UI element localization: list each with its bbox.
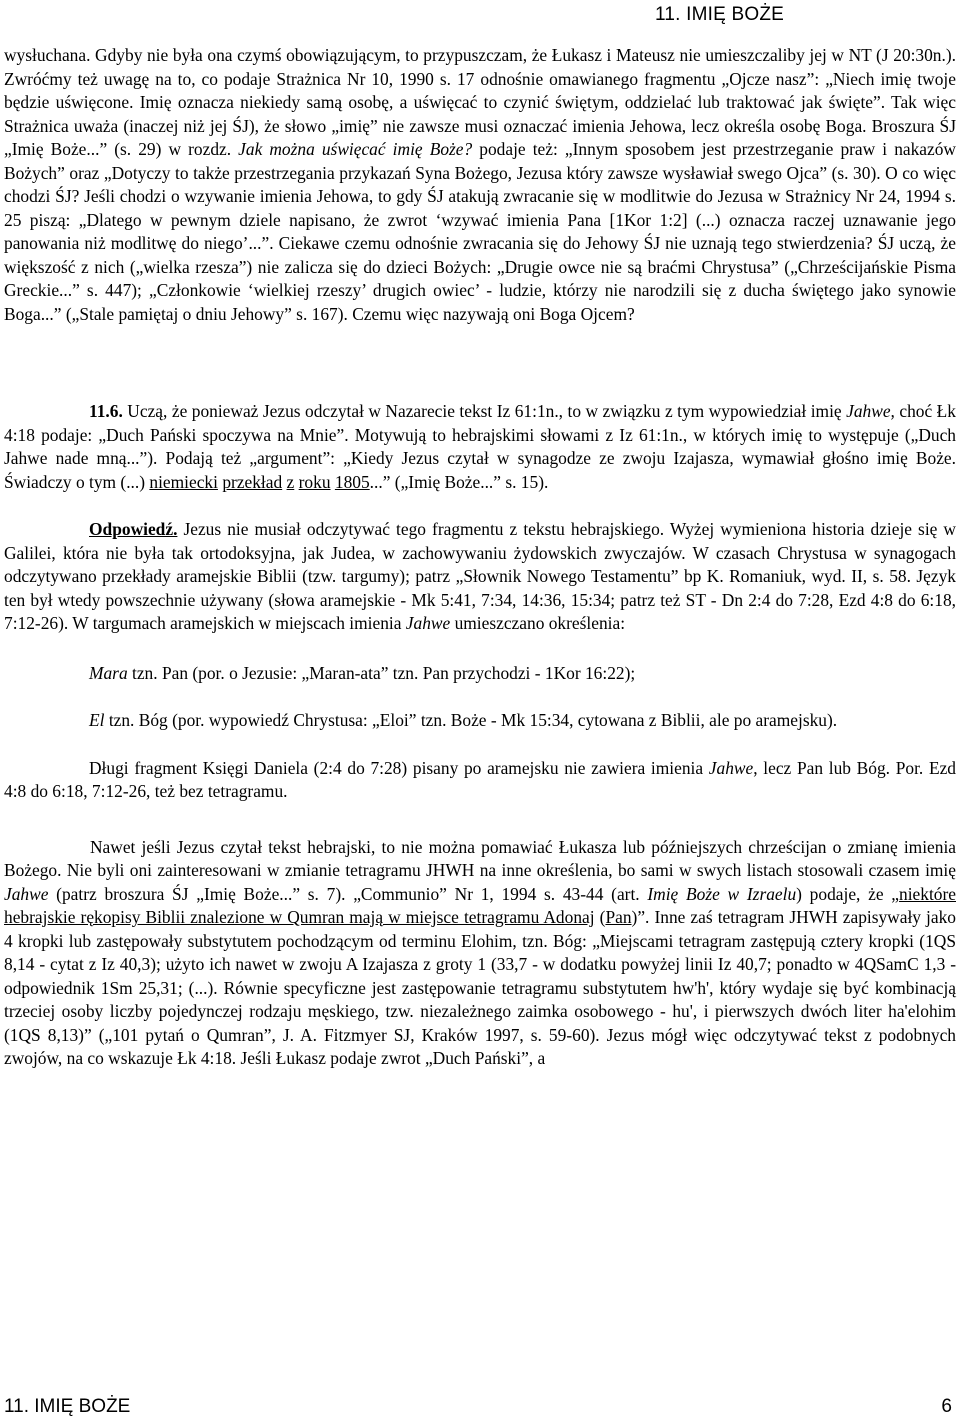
text-run: ( [594,907,606,927]
text-run: podaje też: „Innym sposobem jest przestrzeganie praw i nakazów Bożych” oraz „Dotyczy to także przestrzegania przykazań Syna Bożego, Jezusa który zawsze wysławiał swego Ojca” (s. 30). O co więc chodzi ŚJ? Jeśli chodzi o wzywanie imienia Jehowa, to gdy ŚJ atakują zwracanie się w modlitwie do Jezusa w Strażnicy Nr 24, 1994 s. 25 piszą: „Dlatego w pewnym dziele napisano, że zwrot ‘wzywać imienia Pana [1Kor 1:2] (...) oznacza raczej uznawanie jego panowania niż modlitwę do niego’...”. Ciekawe czemu odnośnie zwracania się do Jehowy ŚJ nie uznają tego stwierdzenia? ŚJ uczą, że większość z nich („wielka rzesza”) nie zalicza się do dzieci Bożych: „Drugie owce nie są braćmi Chrystusa” („Chrześcijańskie Pisma Greckie...” s. 447); „Członkowie ‘wielkiej rzeszy’ drugich owiec’ - ludzie, którzy nie narodzili się z ducha świętego jako synowie Boga...” („Stale pamiętaj o dniu Jehowy” s. 167). Czemu więc nazywają oni Boga Ojcem? [4,139,956,324]
underlined-word: z [286,471,295,492]
page-number: 6 [941,1396,952,1417]
spacer [4,733,956,757]
el-paragraph [4,709,956,733]
spacer [4,494,956,518]
daniel-paragraph [4,757,956,804]
section-number: 11.6. [89,401,123,421]
spacer [4,636,956,662]
running-header: 11. IMIĘ BOŻE [655,4,784,25]
italic-title: Imię Boże w Izraelu [647,883,797,904]
text-run: ) podaje, że „ [796,883,900,904]
text-run: Jezus nie musiał odczytywać tego fragmentu z tekstu hebrajskiego. Wyżej wymieniona historia dzieje się w Galilei, która nie była tak ortodoksyjna, jak Judea, w zachowywaniu żydowskich zwyczajów. W czasach Chrystusa w synagogach odczytywano przekłady aramejskie Biblii (tzw. targumy); patrz „Słownik Nowego Testamentu” bp K. Romaniuk, wyd. II, s. 58. Język ten był wtedy powszechnie używany (słowa aramejskie - Mk 5:41, 7:34, 14:36, 15:34; patrz też ST - Dn 2:4 do 7:28, Ezd 4:8 do 6:18, 7:12-26). W targumach aramejskich w miejscach imienia [4,519,956,633]
text-run: wysłuchana. Gdyby nie była ona czymś obowiązującym, to przypuszczam, że Łukasz i Mateusz nie umieszczaliby jej w NT (J 20:30n.). Zwróćmy też uwagę na to, co podaje Strażnica Nr 10, 1990 s. 17 odnośnie omawianego fragmentu „Ojcze nasz”: „Niech imię twoje będzie uświęcone. Imię oznacza niekiedy samą osobę, a uświęcać to czynić świętym, oddzielać lub traktować jak święte”. Tak więc Strażnica uważa (inaczej niż jej ŚJ), że słowo „imię” nie zawsze musi oznaczać imienia Jehowa, lecz określa osobę Boga. Broszura ŚJ „Imię Boże...” (s. 29) w rozdz. [4,45,956,159]
text-run: Długi fragment Księgi Daniela (2:4 do 7:28) pisany po aramejsku nie zawiera imienia [89,757,709,778]
mara-paragraph [4,662,956,686]
paragraph-continuation [4,44,956,326]
italic-term: Jahwe, [846,401,895,421]
underlined-word: przekład [222,471,283,492]
text-run: choć Łk 4:18 podaje: „Duch Pański spoczywa na Mnie”. Motywują to hebrajskimi słowami z Iz 61:1n., w których imię to występuje („Duch Jahwe nade mną...”). Podają też „argument”: „Kiedy Jezus czytał w synagodze ze zwoju Izajasza, wymawiał głośno imię Boże. Świadczy o tym (...) [4,401,956,492]
underlined-word: roku [298,471,331,492]
spacer [4,685,956,709]
text-run: tzn. Pan (por. o Jezusie: „Maran-ata” tzn. Pan przychodzi - 1Kor 16:22); [127,662,636,683]
underlined-word: Pan [605,907,632,927]
text-run: , lecz Pan lub Bóg. Por. Ezd 4:8 do 6:18, 7:12-26, też bez tetragramu. [4,757,956,801]
italic-term: Jahwe [4,883,49,904]
italic-term: Jahwe [708,757,754,778]
underlined-word: niemiecki [149,471,218,492]
underlined-word: 1805 [334,471,370,492]
text-run: (patrz broszura ŚJ „Imię Boże...” s. 7). „Communio” Nr 1, 1994 s. 43-44 (art. [48,883,648,904]
spacer [4,804,956,836]
text-run: )”. Inne zaś tetragram JHWH zapisywały jako 4 kropki lub zastępowały substytutem pochodzącym od terminu Elohim, tzn. Bóg: „Miejscami tetragram zastępują cztery kropki (1QS 8,14 - cytat z Iz 40,3); użyto ich nawet w zwoju A Izajasza z groty 1 (33,7 - w dodatku powyżej linii Iz 40,7; ponadto w 4QSamC 1,3 - odpowiednik 1Sm 25,31; (...). Równie specyficzne jest zastępowanie tetragramu substytutem hw'h', który wydaje się być kombinacją trzeciej osoby liczby pojedynczej rodzaju męskiego, tzw. niezależnego zaimka osobowego - hu', i pierwszych dwóch liter ha'elohim (1QS 8,13)” („101 pytań o Qumran”, J. A. Fitzmyer SJ, Kraków 1997, s. 59-60). Jezus mógł więc odczytywać tekst z podobnych zwojów, na co wskazuje Łk 4:18. Jeśli Łukasz podaje zwrot „Duch Pański”, a [4,907,956,1068]
italic-term: Jahwe [405,613,451,633]
text-run: umieszczano określenia: [450,613,626,633]
hebrew-text-paragraph [4,836,956,1071]
section-11-6 [4,400,956,494]
italic-title: Jak można uświęcać imię Boże? [238,139,473,159]
underlined-quote: niektóre hebrajskie rękopisy Biblii znalezione w Qumran mają w miejsce tetragramu Adonaj [4,883,956,927]
text-run: Uczą, że ponieważ Jezus odczytał w Nazarecie tekst Iz 61:1n., to w związku z tym wypowiedział imię [122,401,847,421]
text-run: Nawet jeśli Jezus czytał tekst hebrajski, to nie można pomawiać Łukasza lub późniejszych chrześcijan o zmianę imienia Bożego. Nie byli oni zainteresowani w zmianie tetragramu JHWH na inne określenia, bo sami w swych listach stosowali czasem imię [4,836,956,880]
italic-term: Mara [89,662,128,683]
answer-label: Odpowiedź. [89,519,178,539]
italic-term: El [89,710,105,730]
text-run: tzn. Bóg (por. wypowiedź Chrystusa: „Eloi” tzn. Boże - Mk 15:34, cytowana z Biblii, ale po aramejsku). [104,710,838,730]
document-body [4,44,956,1071]
text-run: ...” („Imię Boże...” s. 15). [369,471,549,492]
running-footer: 11. IMIĘ BOŻE [4,1396,131,1417]
spacer [4,326,956,400]
answer-paragraph [4,518,956,636]
